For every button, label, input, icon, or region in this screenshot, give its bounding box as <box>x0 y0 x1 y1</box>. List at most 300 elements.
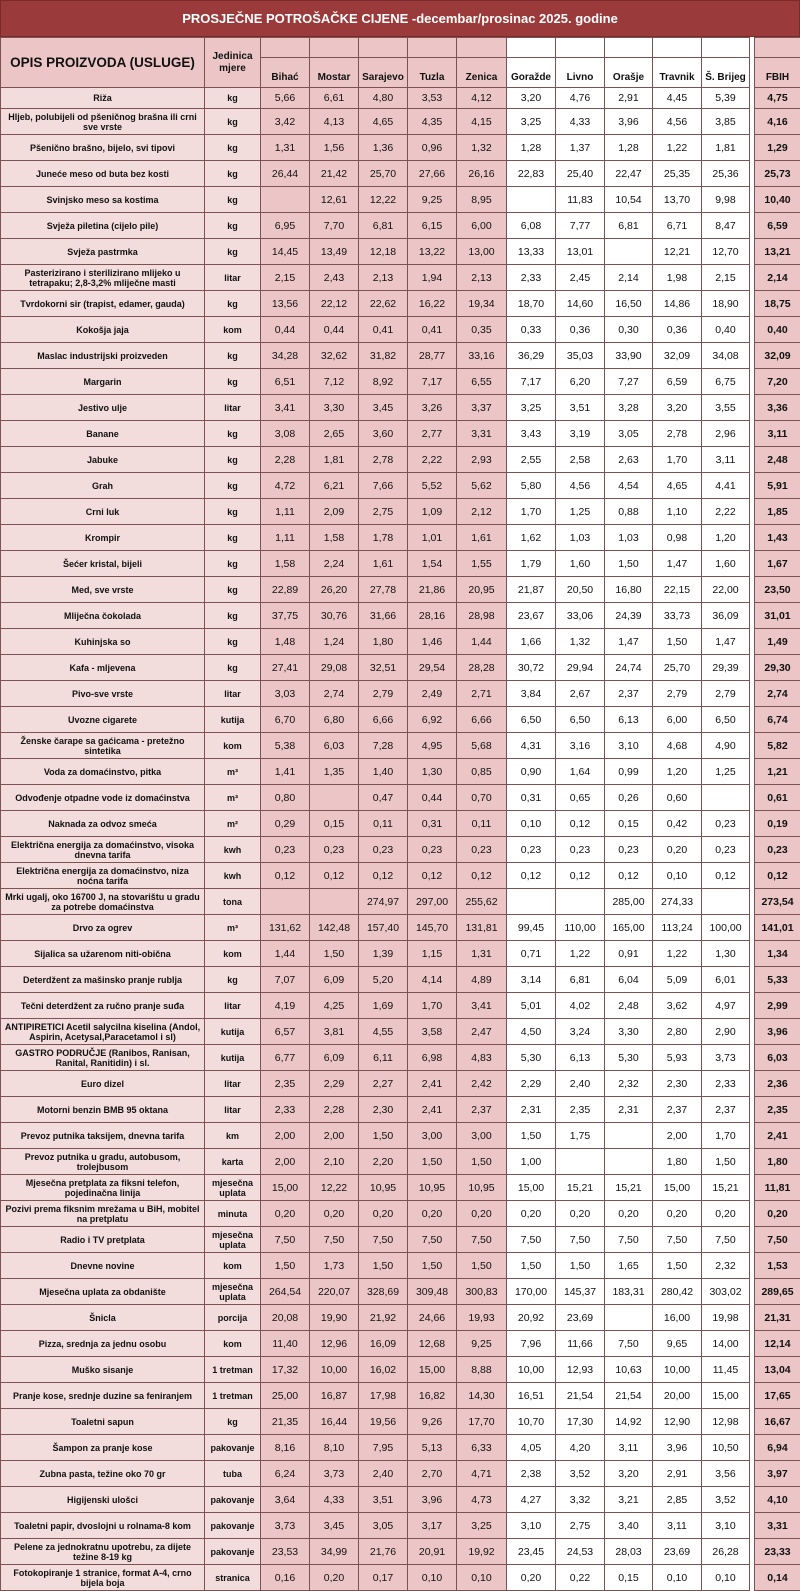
product-unit: mjesečna uplata <box>205 1175 261 1201</box>
product-name: Naknada za odvoz smeća <box>1 811 205 837</box>
product-unit: m³ <box>205 785 261 811</box>
price-cell: 274,33 <box>653 889 702 915</box>
price-cell: 6,24 <box>261 1461 310 1487</box>
price-cell: 0,12 <box>457 863 507 889</box>
product-unit: kg <box>205 551 261 577</box>
price-cell: 15,00 <box>507 1175 556 1201</box>
price-cell: 12,21 <box>653 239 702 265</box>
price-cell <box>310 785 359 811</box>
price-cell: 24,74 <box>605 655 653 681</box>
price-cell: 1,32 <box>556 629 605 655</box>
price-cell: 0,23 <box>605 837 653 863</box>
product-unit: kg <box>205 577 261 603</box>
price-cell: 0,36 <box>653 317 702 343</box>
price-cell: 0,44 <box>310 317 359 343</box>
price-cell: 6,80 <box>310 707 359 733</box>
price-cell: 9,25 <box>457 1331 507 1357</box>
price-cell: 285,00 <box>605 889 653 915</box>
price-cell: 29,08 <box>310 655 359 681</box>
price-cell: 3,32 <box>556 1487 605 1513</box>
price-cell: 9,25 <box>408 187 457 213</box>
price-cell: 8,16 <box>261 1435 310 1461</box>
price-cell <box>507 889 556 915</box>
product-unit: km <box>205 1123 261 1149</box>
price-cell: 11,45 <box>702 1357 750 1383</box>
fbih-average-cell: 25,73 <box>755 161 800 187</box>
price-cell: 14,86 <box>653 291 702 317</box>
product-name: Radio i TV pretplata <box>1 1227 205 1253</box>
price-cell: 4,56 <box>556 473 605 499</box>
price-cell: 3,08 <box>261 421 310 447</box>
price-cell: 3,42 <box>261 109 310 135</box>
fbih-average-cell: 32,09 <box>755 343 800 369</box>
price-cell: 1,46 <box>408 629 457 655</box>
header-city-orasje: Orašje <box>605 58 653 88</box>
price-cell: 23,67 <box>507 603 556 629</box>
price-cell: 264,54 <box>261 1279 310 1305</box>
price-cell: 3,60 <box>359 421 408 447</box>
price-cell: 2,37 <box>702 1097 750 1123</box>
price-cell: 3,20 <box>653 395 702 421</box>
price-cell: 9,26 <box>408 1409 457 1435</box>
price-cell: 0,31 <box>507 785 556 811</box>
price-cell: 300,83 <box>457 1279 507 1305</box>
product-unit: kg <box>205 499 261 525</box>
price-cell: 4,02 <box>556 993 605 1019</box>
product-unit: kg <box>205 603 261 629</box>
price-cell: 0,22 <box>556 1565 605 1591</box>
price-cell: 1,35 <box>310 759 359 785</box>
fbih-average-cell: 2,35 <box>755 1097 800 1123</box>
fbih-average-cell: 11,81 <box>755 1175 800 1201</box>
price-cell: 20,91 <box>408 1539 457 1565</box>
price-cell: 6,09 <box>310 967 359 993</box>
price-cell: 1,22 <box>653 941 702 967</box>
price-cell: 100,00 <box>702 915 750 941</box>
price-cell: 2,30 <box>653 1071 702 1097</box>
fbih-average-cell: 12,14 <box>755 1331 800 1357</box>
price-cell: 24,39 <box>605 603 653 629</box>
product-unit: kutija <box>205 1019 261 1045</box>
price-cell: 24,66 <box>408 1305 457 1331</box>
price-cell: 0,23 <box>702 811 750 837</box>
price-cell: 0,26 <box>605 785 653 811</box>
price-cell: 2,80 <box>653 1019 702 1045</box>
product-name: Euro dizel <box>1 1071 205 1097</box>
price-cell: 0,70 <box>457 785 507 811</box>
price-cell <box>556 1149 605 1175</box>
fbih-average-cell: 3,31 <box>755 1513 800 1539</box>
header-spacer <box>556 38 605 58</box>
table-row <box>1 1071 800 1097</box>
price-cell: 12,61 <box>310 187 359 213</box>
price-cell: 4,97 <box>702 993 750 1019</box>
product-unit: mjesečna uplata <box>205 1279 261 1305</box>
price-cell: 2,40 <box>359 1461 408 1487</box>
price-cell: 23,45 <box>507 1539 556 1565</box>
price-cell: 3,96 <box>653 1435 702 1461</box>
price-cell: 0,30 <box>605 317 653 343</box>
price-cell: 7,50 <box>653 1227 702 1253</box>
product-unit: tuba <box>205 1461 261 1487</box>
price-cell: 157,40 <box>359 915 408 941</box>
price-cell: 10,54 <box>605 187 653 213</box>
price-cell: 37,75 <box>261 603 310 629</box>
fbih-average-cell: 6,59 <box>755 213 800 239</box>
price-cell: 3,10 <box>605 733 653 759</box>
price-cell: 0,40 <box>702 317 750 343</box>
price-cell: 21,54 <box>556 1383 605 1409</box>
price-cell: 113,24 <box>653 915 702 941</box>
price-cell: 32,09 <box>653 343 702 369</box>
header-city-tuzla: Tuzla <box>408 58 457 88</box>
fbih-average-cell: 2,41 <box>755 1123 800 1149</box>
table-row <box>1 655 800 681</box>
product-unit: kwh <box>205 863 261 889</box>
price-cell: 11,66 <box>556 1331 605 1357</box>
price-cell: 34,99 <box>310 1539 359 1565</box>
price-cell: 3,73 <box>261 1513 310 1539</box>
price-cell: 6,55 <box>457 369 507 395</box>
price-cell: 27,41 <box>261 655 310 681</box>
price-cell: 36,29 <box>507 343 556 369</box>
table-row <box>1 135 800 161</box>
price-cell: 0,10 <box>653 1565 702 1591</box>
price-cell: 22,89 <box>261 577 310 603</box>
price-cell: 5,39 <box>702 88 750 109</box>
price-cell: 0,36 <box>556 317 605 343</box>
price-cell: 1,81 <box>310 447 359 473</box>
price-cell: 1,50 <box>702 1149 750 1175</box>
product-name: Motorni benzin BMB 95 oktana <box>1 1097 205 1123</box>
price-cell: 0,12 <box>359 863 408 889</box>
price-cell <box>702 889 750 915</box>
price-cell: 2,32 <box>702 1253 750 1279</box>
price-cell: 3,05 <box>605 421 653 447</box>
price-cell: 2,15 <box>702 265 750 291</box>
price-cell: 7,50 <box>507 1227 556 1253</box>
fbih-average-cell: 0,14 <box>755 1565 800 1591</box>
price-cell: 1,44 <box>457 629 507 655</box>
price-cell: 21,86 <box>408 577 457 603</box>
fbih-average-cell: 1,49 <box>755 629 800 655</box>
price-cell: 1,56 <box>310 135 359 161</box>
price-cell: 3,62 <box>653 993 702 1019</box>
header-city-gorazde: Goražde <box>507 58 556 88</box>
price-cell: 3,05 <box>359 1513 408 1539</box>
table-row <box>1 707 800 733</box>
product-unit: pakovanje <box>205 1435 261 1461</box>
header-spacer <box>359 38 408 58</box>
price-cell: 3,31 <box>457 421 507 447</box>
header-city-livno: Livno <box>556 58 605 88</box>
price-cell: 30,76 <box>310 603 359 629</box>
fbih-average-cell: 141,01 <box>755 915 800 941</box>
price-cell: 3,52 <box>702 1487 750 1513</box>
table-row <box>1 1383 800 1409</box>
price-cell: 13,22 <box>408 239 457 265</box>
price-cell <box>605 1149 653 1175</box>
price-cell: 32,62 <box>310 343 359 369</box>
price-cell: 3,10 <box>702 1513 750 1539</box>
price-cell: 142,48 <box>310 915 359 941</box>
product-name: Maslac industrijski proizveden <box>1 343 205 369</box>
price-cell: 7,50 <box>261 1227 310 1253</box>
price-cell: 0,20 <box>310 1565 359 1591</box>
price-cell <box>261 889 310 915</box>
price-cell: 7,28 <box>359 733 408 759</box>
price-cell: 29,39 <box>702 655 750 681</box>
product-name: Pasterizirano i sterilizirano mlijeko u tetrapaku; 2,8-3,2% mliječne masti <box>1 265 205 291</box>
price-cell: 4,41 <box>702 473 750 499</box>
price-cell: 2,31 <box>507 1097 556 1123</box>
price-cell: 1,61 <box>359 551 408 577</box>
price-cell: 10,00 <box>310 1357 359 1383</box>
price-cell: 1,70 <box>653 447 702 473</box>
price-cell: 5,30 <box>605 1045 653 1071</box>
fbih-average-cell: 1,34 <box>755 941 800 967</box>
price-cell: 7,17 <box>507 369 556 395</box>
price-cell: 7,66 <box>359 473 408 499</box>
product-name: Šnicla <box>1 1305 205 1331</box>
price-cell: 33,16 <box>457 343 507 369</box>
table-row <box>1 629 800 655</box>
price-cell: 0,12 <box>310 863 359 889</box>
price-cell: 1,50 <box>653 1253 702 1279</box>
product-name: Deterdžent za mašinsko pranje rublja <box>1 967 205 993</box>
table-row <box>1 395 800 421</box>
price-cell: 15,00 <box>702 1383 750 1409</box>
price-cell: 3,19 <box>556 421 605 447</box>
price-cell: 1,15 <box>408 941 457 967</box>
price-cell: 0,20 <box>359 1201 408 1227</box>
price-cell: 2,79 <box>653 681 702 707</box>
price-cell: 29,54 <box>408 655 457 681</box>
price-cell: 1,11 <box>261 499 310 525</box>
price-cell: 1,03 <box>556 525 605 551</box>
fbih-average-cell: 1,53 <box>755 1253 800 1279</box>
price-cell: 20,50 <box>556 577 605 603</box>
product-name: Muško sisanje <box>1 1357 205 1383</box>
product-name: Crni luk <box>1 499 205 525</box>
price-cell: 1,64 <box>556 759 605 785</box>
price-cell: 16,44 <box>310 1409 359 1435</box>
fbih-average-cell: 4,16 <box>755 109 800 135</box>
price-cell: 0,33 <box>507 317 556 343</box>
header-city-zenica: Zenica <box>457 58 507 88</box>
price-cell: 5,38 <box>261 733 310 759</box>
price-cell: 274,97 <box>359 889 408 915</box>
product-name: Jabuke <box>1 447 205 473</box>
price-cell: 20,08 <box>261 1305 310 1331</box>
price-cell: 1,30 <box>702 941 750 967</box>
price-cell: 10,50 <box>702 1435 750 1461</box>
product-name: Odvođenje otpadne vode iz domaćinstva <box>1 785 205 811</box>
product-name: Margarin <box>1 369 205 395</box>
price-cell: 2,37 <box>653 1097 702 1123</box>
price-cell: 0,71 <box>507 941 556 967</box>
price-cell: 36,09 <box>702 603 750 629</box>
price-cell: 1,31 <box>261 135 310 161</box>
fbih-average-cell: 6,03 <box>755 1045 800 1071</box>
table-row <box>1 1513 800 1539</box>
price-cell: 1,70 <box>408 993 457 1019</box>
product-unit: 1 tretman <box>205 1357 261 1383</box>
price-cell <box>605 1123 653 1149</box>
price-cell: 5,52 <box>408 473 457 499</box>
product-unit: kom <box>205 1331 261 1357</box>
price-cell: 5,62 <box>457 473 507 499</box>
price-cell: 1,39 <box>359 941 408 967</box>
product-unit: kg <box>205 473 261 499</box>
price-cell: 22,12 <box>310 291 359 317</box>
product-unit: kg <box>205 525 261 551</box>
price-cell: 3,20 <box>507 88 556 109</box>
table-row <box>1 811 800 837</box>
price-cell: 2,28 <box>310 1097 359 1123</box>
price-cell: 27,66 <box>408 161 457 187</box>
price-cell: 1,01 <box>408 525 457 551</box>
product-unit: kg <box>205 291 261 317</box>
price-cell: 2,58 <box>556 447 605 473</box>
price-cell: 3,85 <box>702 109 750 135</box>
product-unit: minuta <box>205 1201 261 1227</box>
price-cell: 3,21 <box>605 1487 653 1513</box>
table-row <box>1 1565 800 1591</box>
price-cell: 2,41 <box>408 1071 457 1097</box>
fbih-average-cell: 0,20 <box>755 1201 800 1227</box>
price-cell: 6,09 <box>310 1045 359 1071</box>
price-cell: 2,38 <box>507 1461 556 1487</box>
product-unit: kom <box>205 733 261 759</box>
price-cell: 2,33 <box>702 1071 750 1097</box>
price-cell: 0,12 <box>408 863 457 889</box>
fbih-average-cell: 2,74 <box>755 681 800 707</box>
table-row <box>1 785 800 811</box>
price-cell: 13,01 <box>556 239 605 265</box>
price-cell: 16,51 <box>507 1383 556 1409</box>
price-cell: 16,02 <box>359 1357 408 1383</box>
fbih-average-cell: 7,50 <box>755 1227 800 1253</box>
price-cell: 0,16 <box>261 1565 310 1591</box>
price-cell: 1,25 <box>702 759 750 785</box>
header-spacer <box>310 38 359 58</box>
product-unit: litar <box>205 265 261 291</box>
price-cell: 3,10 <box>507 1513 556 1539</box>
table-row <box>1 1409 800 1435</box>
price-cell: 6,75 <box>702 369 750 395</box>
price-cell: 0,15 <box>605 1565 653 1591</box>
price-cell: 4,19 <box>261 993 310 1019</box>
product-name: Zubna pasta, težine oko 70 gr <box>1 1461 205 1487</box>
price-cell: 13,00 <box>457 239 507 265</box>
price-cell: 2,75 <box>359 499 408 525</box>
price-cell: 1,50 <box>556 1253 605 1279</box>
table-row <box>1 759 800 785</box>
price-cell: 1,81 <box>702 135 750 161</box>
price-cell: 1,50 <box>408 1149 457 1175</box>
price-cell: 19,92 <box>457 1539 507 1565</box>
product-unit: kom <box>205 1253 261 1279</box>
price-cell: 0,60 <box>653 785 702 811</box>
product-name: Kokošja jaja <box>1 317 205 343</box>
price-cell: 13,49 <box>310 239 359 265</box>
price-cell: 1,47 <box>702 629 750 655</box>
price-cell: 3,26 <box>408 395 457 421</box>
product-name: Prevoz putnika u gradu, autobusom, trolejbusom <box>1 1149 205 1175</box>
price-cell: 3,25 <box>507 109 556 135</box>
price-cell: 3,73 <box>310 1461 359 1487</box>
product-name: ANTIPIRETICI Acetil salycilna kiselina (Andol, Aspirin, Acetysal,Paracetamol i sl) <box>1 1019 205 1045</box>
price-cell: 2,40 <box>556 1071 605 1097</box>
price-cell: 6,15 <box>408 213 457 239</box>
product-unit: litar <box>205 1097 261 1123</box>
price-cell: 3,73 <box>702 1045 750 1071</box>
price-cell: 1,50 <box>457 1253 507 1279</box>
product-name: Riža <box>1 88 205 109</box>
price-cell: 25,70 <box>359 161 408 187</box>
price-cell: 1,47 <box>605 629 653 655</box>
price-cell: 3,53 <box>408 88 457 109</box>
price-cell: 16,00 <box>653 1305 702 1331</box>
fbih-average-cell: 1,85 <box>755 499 800 525</box>
header-fbih: FBIH <box>755 58 800 88</box>
price-cell: 0,20 <box>702 1201 750 1227</box>
price-cell: 12,90 <box>653 1409 702 1435</box>
price-cell: 0,20 <box>653 1201 702 1227</box>
price-cell: 21,35 <box>261 1409 310 1435</box>
product-unit: kg <box>205 655 261 681</box>
product-unit: mjesečna uplata <box>205 1227 261 1253</box>
price-cell: 6,57 <box>261 1019 310 1045</box>
price-cell: 22,15 <box>653 577 702 603</box>
price-cell: 7,96 <box>507 1331 556 1357</box>
price-cell: 5,80 <box>507 473 556 499</box>
price-cell: 12,70 <box>702 239 750 265</box>
price-cell: 99,45 <box>507 915 556 941</box>
table-row <box>1 1175 800 1201</box>
price-cell: 1,55 <box>457 551 507 577</box>
fbih-average-cell: 18,75 <box>755 291 800 317</box>
fbih-average-cell: 1,21 <box>755 759 800 785</box>
price-cell: 4,50 <box>507 1019 556 1045</box>
header-city-travnik: Travnik <box>653 58 702 88</box>
price-cell: 0,10 <box>408 1565 457 1591</box>
price-cell: 17,70 <box>457 1409 507 1435</box>
product-name: Pšenično brašno, bijelo, svi tipovi <box>1 135 205 161</box>
product-name: Banane <box>1 421 205 447</box>
price-cell: 110,00 <box>556 915 605 941</box>
price-cell: 28,16 <box>408 603 457 629</box>
price-cell: 2,30 <box>359 1097 408 1123</box>
price-cell: 3,84 <box>507 681 556 707</box>
fbih-average-cell: 289,65 <box>755 1279 800 1305</box>
price-cell: 1,80 <box>653 1149 702 1175</box>
price-cell: 131,81 <box>457 915 507 941</box>
price-cell: 2,70 <box>408 1461 457 1487</box>
header-unit: Jedinica mjere <box>205 38 261 88</box>
table-row <box>1 525 800 551</box>
header-spacer <box>755 38 800 58</box>
table-row <box>1 1201 800 1227</box>
product-name: Drvo za ogrev <box>1 915 205 941</box>
table-row <box>1 1097 800 1123</box>
price-cell: 4,65 <box>653 473 702 499</box>
price-cell: 2,93 <box>457 447 507 473</box>
price-cell: 0,88 <box>605 499 653 525</box>
product-name: Šampon za pranje kose <box>1 1435 205 1461</box>
price-cell: 2,31 <box>605 1097 653 1123</box>
